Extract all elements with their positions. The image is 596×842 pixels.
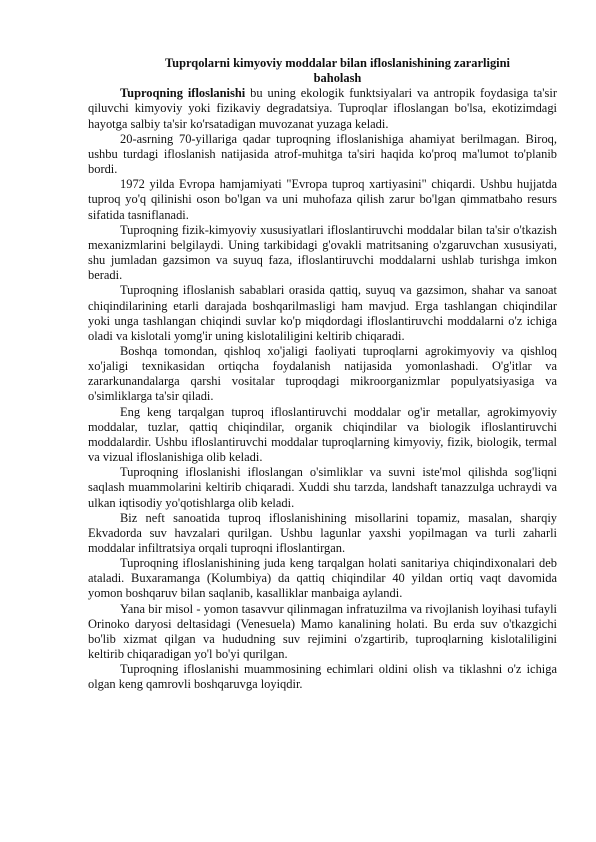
title-line-2: baholash [313, 71, 362, 86]
title-line-1: Tuprqolarni kimyoviy moddalar bilan ifloslanishining zararligini [165, 56, 510, 70]
paragraph-10: Tuproqning ifloslanishining juda keng tarqalgan holati sanitariya chiqindixonalari deb ataladi. Buxaramanga (Kolumbiya) da qattiq chiqindilar 40 yildan ortiq vaqt davomida yomon boshqaruv bilan saqlanib, kasalliklar manbaiga aylandi. [88, 556, 557, 601]
paragraph-9: Biz neft sanoatida tuproq ifloslanishining misollarini topamiz, masalan, sharqiy Ekvadorda suv havzalari qurilgan. Ushbu lagunlar yaxshi yopilmagan va turli zaharli moddalar infiltratsiya orqali tuproqni ifloslantirgan. [88, 510, 557, 555]
paragraph-3: 1972 yilda Evropa hamjamiyati "Evropa tuproq xartiyasini" chiqardi. Ushbu hujjatda tuproq yo'q qilinishi oson bo'lgan va uni muhofaza qilish zarur bo'lgan qimmatbaho resurs sifatida tasniflanadi. [88, 177, 557, 222]
paragraph-11: Yana bir misol - yomon tasavvur qilinmagan infratuzilma va rivojlanish loyihasi tufayli Orinoko daryosi deltasidagi (Venesuela) Mamo kanalining holati. Bu erda suv o'tkazgichi bo'lib xizmat qilgan va hududning suv rejimini o'zgartirib, tuproqlarning kislotaliligini keltirib chiqaradigan yo'l bo'yi qurilgan. [88, 601, 557, 662]
paragraph-7: Eng keng tarqalgan tuproq ifloslantiruvchi moddalar og'ir metallar, agrokimyoviy moddalar, tuzlar, qattiq chiqindilar, organik chiqindilar va biologik ifloslantiruvchi moddalardir. Ushbu ifloslantiruvchi moddalar tuproqlarning kimyoviy, fizik, biologik, termal va vizual ifloslanishiga olib keladi. [88, 404, 557, 465]
paragraph-text: bu uning ekologik funktsiyalari va antropik foydasiga ta'sir qiluvchi kimyoviy yoki fizikaviy degradatsiya. Tuproqlar ifloslangan bo'lsa, ekotizimdagi hayotga salbiy ta'sir ko'rsatadigan muvozanat yuzaga keladi. [88, 86, 557, 131]
paragraph-1 [88, 86, 557, 131]
paragraph-lead-term: Tuproqning ifloslanishi [120, 86, 246, 101]
paragraph-8: Tuproqning ifloslanishi ifloslangan o'simliklar va suvni iste'mol qilishda sog'liqni saqlash muammolarini keltirib chiqaradi. Xuddi shu tarzda, landshaft tanazzulga uchraydi va ulkan iqtisodiy yo'qotishlarga olib keladi. [88, 465, 557, 510]
paragraph-6: Boshqa tomondan, qishloq xo'jaligi faoliyati tuproqlarni agrokimyoviy va qishloq xo'jaligi texnikasidan ortiqcha foydalanish natijasida yomonlashadi. O'g'itlar va zararkunandalarga qarshi vositalar tuproqdagi mikroorganizmlar populyatsiyasiga va o'simliklarga ta'sir qiladi. [88, 343, 557, 404]
document-title [88, 56, 557, 86]
paragraph-5: Tuproqning ifloslanish sabablari orasida qattiq, suyuq va gazsimon, shahar va sanoat chiqindilarining etarli darajada boshqarilmasligi ham mavjud. Erga tashlangan chiqindilar yoki unga tashlangan chiqindi suvlar ko'p miqdordagi ifloslantiruvchi moddalarni o'z ichiga oladi va kislotali yomg'ir uning kislotaliligini keltirib chiqaradi. [88, 283, 557, 343]
paragraph-2: 20-asrning 70-yillariga qadar tuproqning ifloslanishiga ahamiyat berilmagan. Biroq, ushbu turdagi ifloslanish natijasida atrof-muhitga ta'siri haqida ko'proq ma'lumot to'planib bordi. [88, 131, 557, 177]
document-page [88, 56, 557, 693]
paragraph-12: Tuproqning ifloslanishi muammosining echimlari oldini olish va tiklashni o'z ichiga olgan keng qamrovli boshqaruvga loyiqdir. [88, 662, 557, 692]
paragraph-4: Tuproqning fizik-kimyoviy xususiyatlari ifloslantiruvchi moddalar bilan ta'sir o'tkazish mexanizmlarini belgilaydi. Uning tarkibidagi g'ovakli matritsaning o'zgaruvchan xususiyati, shu jumladan gazsimon va suyuq faza, ifloslantiruvchi moddalarni ushlab turishga imkon beradi. [88, 222, 557, 283]
